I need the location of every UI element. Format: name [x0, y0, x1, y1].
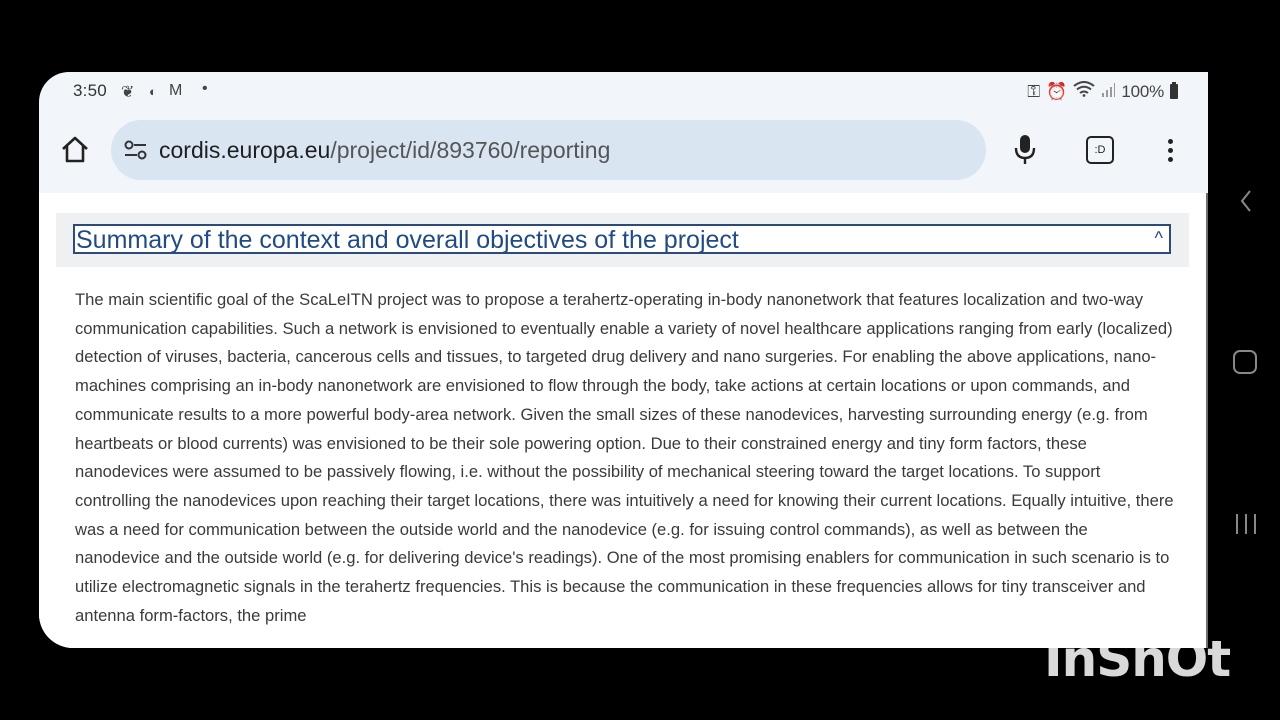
dot-icon	[1168, 148, 1173, 153]
circle-icon: ◐	[149, 84, 157, 99]
signal-icon	[1101, 82, 1115, 102]
page-content	[39, 193, 1208, 648]
nav-back-button[interactable]	[1236, 186, 1256, 216]
voice-search-button[interactable]	[1011, 132, 1039, 168]
tab-switcher-button[interactable]: :D	[1086, 136, 1114, 164]
url-text[interactable]	[159, 137, 610, 164]
section-body-text: The main scientific goal of the ScaLeITN project was to propose a terahertz-operating in-body nanonetwork that features localization and two-way communication capabilities. Such a network is envisioned to eventually enable a variety of novel healthcare applications ranging from early (localized) detection of viruses, bacteria, cancerous cells and tissues, to targeted drug delivery and nano surgeries. For enabling the above applications, nano-machines comprising an in-body nanonetwork are envisioned to flow through the body, take actions at certain locations or upon commands, and communicate results to a more powerful body-area network. Given the small sizes of these nanodevices, harvesting surrounding energy (e.g. from heartbeats or blood currents) was envisioned to be their sole powering option. Due to their constrained energy and tiny form factors, these nanodevices were assumed to be passively flowing, i.e. without the possibility of mechanical steering toward the target locations. To support controlling the nanodevices upon reaching their target locations, there was intuitively a need for knowing their current locations. Equally intuitive, there was a need for communication between the outside world and the nanodevice (e.g. for issuing control commands), as well as between the nanodevice and the outside world (e.g. for delivering device's readings). One of the most promising enablers for communication in such scenario is to utilize electromagnetic signals in the terahertz frequencies. This is because the communication in these frequencies allows for tiny transceiver and antenna form-factors, the prime	[75, 290, 1174, 625]
url-domain: cordis.europa.eu	[159, 137, 331, 163]
address-bar[interactable]	[111, 120, 986, 180]
home-icon	[59, 134, 91, 166]
key-icon: ⚿	[1027, 81, 1041, 101]
site-settings-icon[interactable]	[123, 138, 149, 162]
nav-home-button[interactable]	[1233, 350, 1257, 374]
status-bar	[39, 72, 1208, 110]
section-accordion-header[interactable]	[73, 224, 1171, 254]
battery-percent: 100%	[1121, 81, 1164, 101]
status-time: 3:50	[73, 81, 107, 100]
more-options-button[interactable]	[1161, 134, 1181, 166]
alarm-icon: ⏰	[1046, 81, 1068, 101]
back-chevron-icon	[1236, 186, 1256, 216]
status-icons	[1027, 81, 1178, 102]
section-title: Summary of the context and overall objectives of the project	[76, 226, 739, 254]
microphone-icon	[1011, 132, 1039, 168]
inshot-watermark: InShOt	[1044, 630, 1231, 688]
leaf-icon: ❦	[121, 84, 135, 101]
scrollbar[interactable]	[1206, 193, 1208, 648]
battery-icon	[1170, 84, 1178, 99]
phone-screen	[39, 72, 1208, 648]
gmail-icon: M	[169, 82, 183, 99]
wifi-icon	[1073, 81, 1095, 102]
nav-recents-button[interactable]	[1234, 512, 1258, 536]
collapse-chevron-icon[interactable]: ^	[1154, 228, 1163, 248]
browser-toolbar	[39, 110, 1208, 190]
dot-icon	[1168, 139, 1173, 144]
dot-icon	[1168, 157, 1173, 162]
recents-icon	[1234, 512, 1258, 536]
home-button[interactable]	[59, 134, 91, 166]
notification-dot-icon: •	[202, 80, 208, 97]
url-path: /project/id/893760/reporting	[330, 137, 611, 163]
